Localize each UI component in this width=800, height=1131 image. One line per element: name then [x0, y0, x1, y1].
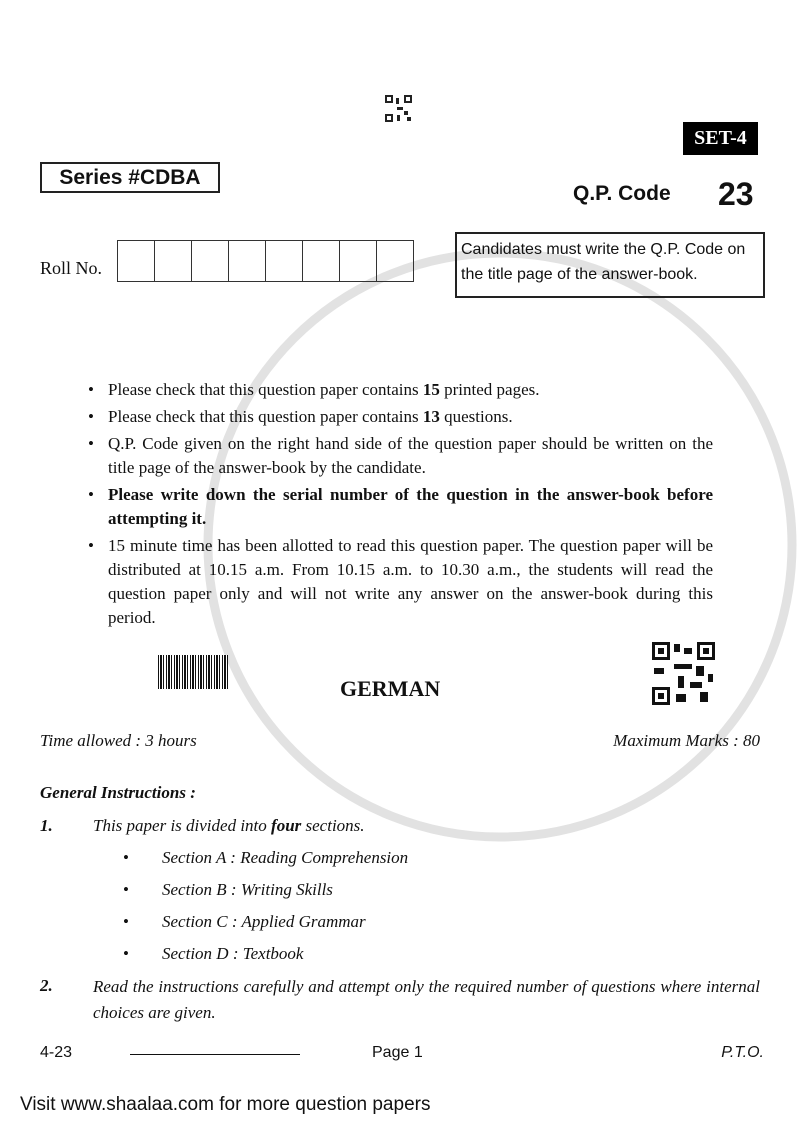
barcode: [158, 655, 228, 689]
subject-title: GERMAN: [340, 676, 441, 701]
general-instructions: [40, 781, 760, 1034]
instruction-number: 2.: [40, 976, 53, 995]
instruction-item: • Please check that this question paper contains 15 printed pages.: [88, 380, 540, 399]
footer-code: 4-23: [40, 1044, 73, 1061]
series-label: Series #CDBA: [40, 162, 220, 193]
qp-code-value: 23: [718, 176, 754, 212]
candidate-note-line: Candidates must write the Q.P. Code on: [461, 241, 746, 258]
section-item: • Section A : Reading Comprehension: [123, 848, 409, 867]
instruction-item: • Please write down the serial number of the question in the answer-book before attempting it.: [88, 485, 713, 528]
qp-code-label: Q.P. Code: [573, 182, 671, 205]
maximum-marks: Maximum Marks : 80: [613, 731, 760, 750]
qr-code-small-icon: [385, 95, 412, 122]
instruction-item: • Please check that this question paper contains 13 questions.: [88, 407, 513, 426]
time-allowed: Time allowed : 3 hours: [40, 731, 197, 750]
section-item: • Section B : Writing Skills: [123, 880, 333, 899]
instruction-number: 1.: [40, 816, 53, 835]
candidate-note-box: [455, 232, 765, 298]
instruction-item: • Q.P. Code given on the right hand side of the question paper should be written on the title page of the answer-book by the candidate.: [88, 434, 713, 477]
roll-number-boxes[interactable]: [117, 240, 414, 282]
visit-link[interactable]: Visit www.shaalaa.com for more question papers: [20, 1094, 431, 1115]
section-item: • Section C : Applied Grammar: [123, 912, 366, 931]
instructions-list: [88, 378, 713, 633]
qr-code-icon: [652, 642, 715, 705]
roll-no-label: Roll No.: [40, 258, 103, 278]
general-instruction-1: 1. This paper is divided into four sections.: [40, 814, 760, 838]
footer-divider: [130, 1054, 300, 1055]
page-number: Page 1: [372, 1044, 423, 1061]
set-badge: SET-4: [683, 122, 758, 155]
general-instruction-2: 2. Read the instructions carefully and attempt only the required number of questions where internal choices are given.: [40, 974, 760, 1026]
instruction-item: • 15 minute time has been allotted to read this question paper. The question paper will be distributed at 10.15 a.m. From 10.15 a.m. to 10.30 a.m., the students will read the question paper only and will not write any answer on the answer-book during this period.: [88, 536, 713, 627]
general-instructions-title: General Instructions :: [40, 783, 196, 802]
section-item: • Section D : Textbook: [123, 944, 304, 963]
pto: P.T.O.: [721, 1044, 764, 1061]
candidate-note-line: the title page of the answer-book.: [461, 266, 698, 283]
